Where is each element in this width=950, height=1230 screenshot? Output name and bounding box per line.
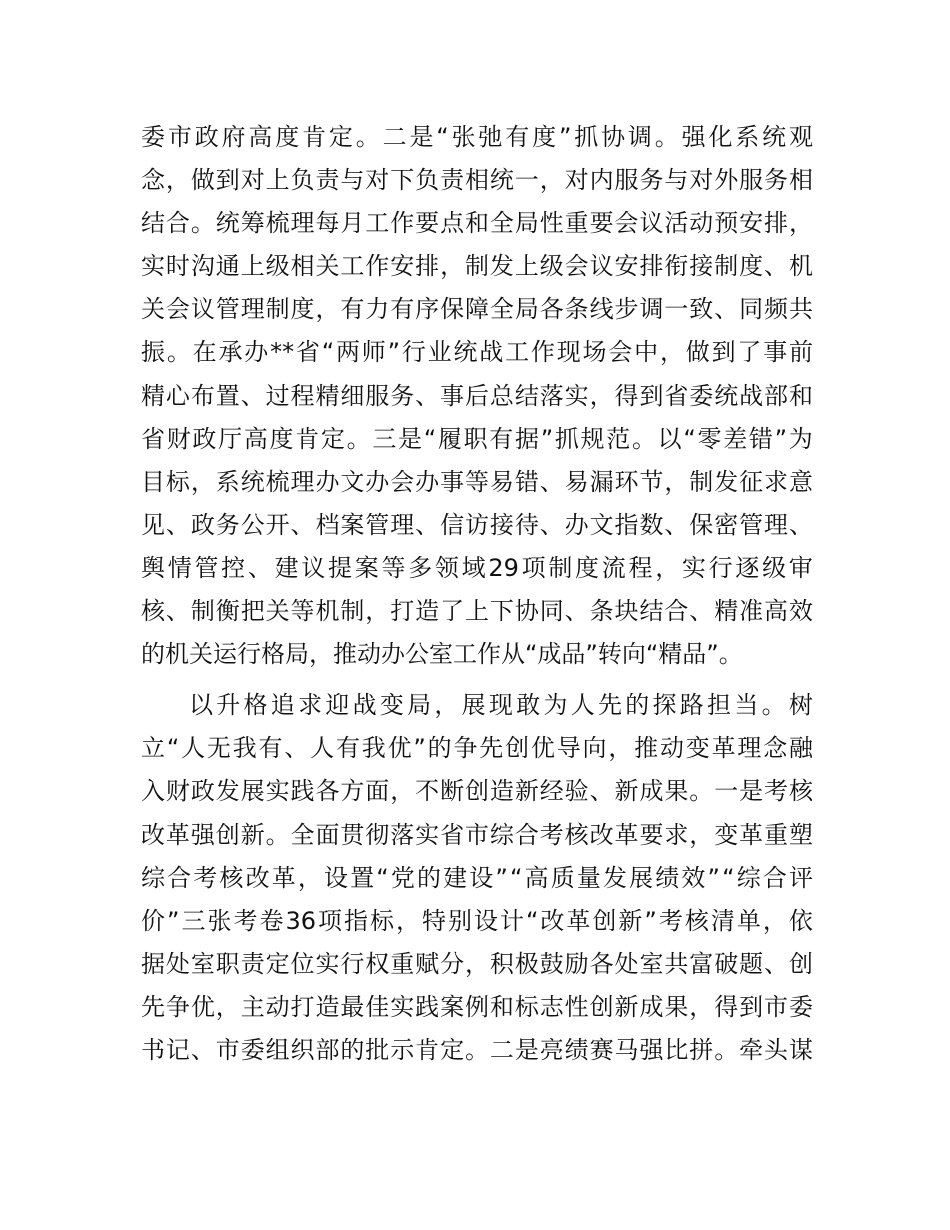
text-line: 目 标 ， 系 统 梳 理 办 文 办 会 办 事 等 易 错 、 易 漏 环 节 ， 制 发 征 求 意 [141, 467, 813, 496]
body-text [141, 116, 813, 1072]
text-line: 关 会 议 管 理 制 度 ， 有 力 有 序 保 障 全 局 各 条 线 步 调 一 致 、 同 频 共 [141, 295, 813, 324]
text-line: 价 ” 三 张 考 卷 36 项 指 标 ， 特 别 设 计 “ 改 革 创 新 ” 考 核 清 单 ， 依 [141, 906, 813, 935]
text-line: 书 记 、 市 委 组 织 部 的 批 示 肯 定 。 二 是 亮 绩 赛 马 强 比 拼 。 牵 头 谋 [141, 1035, 813, 1064]
text-line: 综 合 考 核 改 革 ， 设 置 “ 党 的 建 设 ” “ 高 质 量 发 展 绩 效 ” “ 综 合 评 [141, 863, 813, 892]
text-line: 省 财 政 厅 高 度 肯 定 。 三 是 “ 履 职 有 据 ” 抓 规 范 。 以 “ 零 差 错 ” 为 [141, 424, 813, 453]
text-line: 实 时 沟 通 上 级 相 关 工 作 安 排 ， 制 发 上 级 会 议 安 排 衔 接 制 度 、 机 [141, 252, 813, 281]
paragraph [141, 116, 813, 676]
text-line: 舆 情 管 控 、 建 议 提 案 等 多 领 域 29 项 制 度 流 程 ， 实 行 逐 级 审 [141, 553, 813, 582]
text-line: 先 争 优 ， 主 动 打 造 最 佳 实 践 案 例 和 标 志 性 创 新 成 果 ， 得 到 市 委 [141, 992, 813, 1021]
paragraph-spacer [141, 676, 813, 684]
text-line: 见 、 政 务 公 开 、 档 案 管 理 、 信 访 接 待 、 办 文 指 数 、 保 密 管 理 、 [141, 510, 813, 539]
text-line: 的机关运行格局，推动办公室工作从“成品”转向“精品”。 [141, 640, 743, 669]
text-line: 念 ， 做 到 对 上 负 责 与 对 下 负 责 相 统 一 ， 对 内 服 务 与 对 外 服 务 相 [141, 166, 813, 195]
text-line: 立 “ 人 无 我 有 、 人 有 我 优 ” 的 争 先 创 优 导 向 ， 推 动 变 革 理 念 融 [141, 734, 813, 763]
text-line: 振 。 在 承 办 ** 省 “ 两 师 ” 行 业 统 战 工 作 现 场 会 中 ， 做 到 了 事 前 [141, 338, 813, 367]
text-line: 入 财 政 发 展 实 践 各 方 面 ， 不 断 创 造 新 经 验 、 新 成 果 。 一 是 考 核 [141, 777, 813, 806]
text-line: 委 市 政 府 高 度 肯 定 。 二 是 “ 张 弛 有 度 ” 抓 协 调 。 强 化 系 统 观 [141, 123, 813, 151]
text-line: 结 合 。 统 筹 梳 理 每 月 工 作 要 点 和 全 局 性 重 要 会 议 活 动 预 安 排 ， [141, 209, 813, 238]
text-line: 改 革 强 创 新 。 全 面 贯 彻 落 实 省 市 综 合 考 核 改 革 要 求 ， 变 革 重 塑 [141, 820, 813, 849]
paragraph [141, 684, 813, 1072]
text-line: 核 、 制 衡 把 关 等 机 制 ， 打 造 了 上 下 协 同 、 条 块 结 合 、 精 准 高 效 [141, 597, 813, 626]
text-line: 精 心 布 置 、 过 程 精 细 服 务 、 事 后 总 结 落 实 ， 得 到 省 委 统 战 部 和 [141, 381, 813, 410]
text-line: 以 升 格 追 求 迎 战 变 局 ， 展 现 敢 为 人 先 的 探 路 担 当 。 树 [189, 691, 813, 720]
text-line: 据 处 室 职 责 定 位 实 行 权 重 赋 分 ， 积 极 鼓 励 各 处 室 共 富 破 题 、 创 [141, 949, 813, 978]
